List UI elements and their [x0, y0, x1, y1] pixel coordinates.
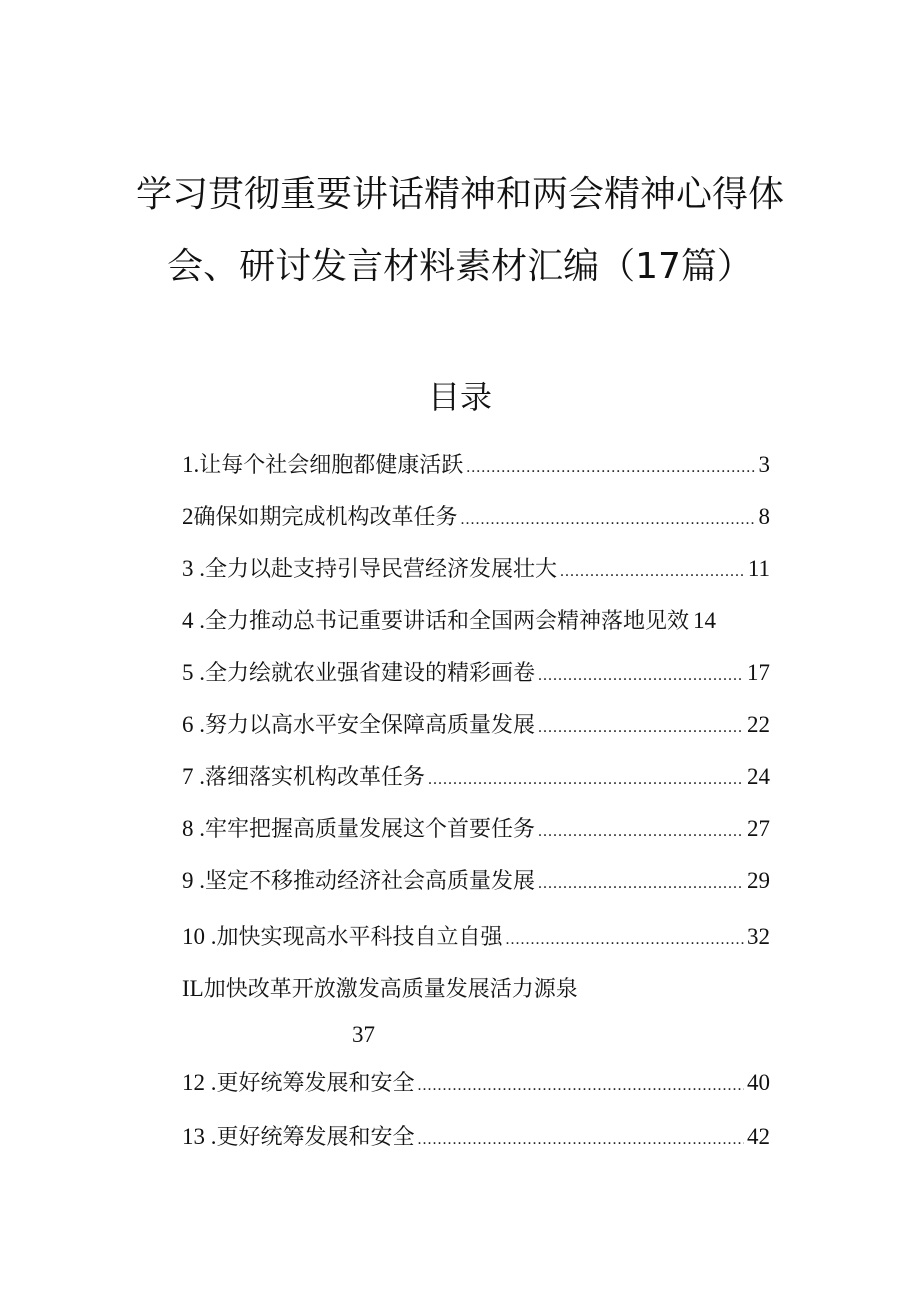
toc-entry-page: 32	[747, 924, 770, 949]
toc-leader-dots	[560, 563, 745, 581]
toc-entry[interactable]	[182, 760, 770, 794]
toc-entry-page: 3	[758, 452, 770, 477]
toc-leader-dots	[538, 875, 744, 893]
toc-leader-dots	[418, 1077, 744, 1095]
toc-entry-page: 22	[747, 712, 770, 737]
toc-entry-title: 牢牢把握高质量发展这个首要任务	[205, 817, 536, 842]
toc-leader-dots	[466, 459, 755, 477]
toc-entry-number: 12 .	[182, 1070, 217, 1095]
toc-entry-title: 落细落实机构改革任务	[205, 765, 426, 790]
toc-heading: 目录	[427, 378, 492, 416]
toc-entry-number: 13 .	[182, 1124, 217, 1149]
toc-entry[interactable]	[182, 448, 770, 482]
toc-entry-page: 29	[747, 868, 770, 893]
toc-entry-page: 24	[747, 764, 770, 789]
toc-entry[interactable]	[182, 656, 770, 690]
toc-leader-dots	[418, 1131, 744, 1149]
toc-entry-number: 10 .	[182, 924, 217, 949]
toc-entry-page: 27	[747, 816, 770, 841]
toc-entry-number: 3 .	[182, 556, 205, 581]
toc-entry-title: 努力以高水平安全保障高质量发展	[205, 713, 536, 738]
toc-entry-title: 加快改革开放激发高质量发展活力源泉	[203, 977, 578, 1002]
toc-entry-title: 确保如期完成机构改革任务	[193, 505, 458, 530]
toc-leader-dots	[538, 823, 744, 841]
toc-entry-number: 2	[182, 504, 194, 529]
toc-entry-number: 5 .	[182, 660, 205, 685]
toc-entry-number: 6 .	[182, 712, 205, 737]
toc-leader-dots	[538, 667, 744, 685]
toc-entry-number: 9 .	[182, 868, 205, 893]
toc-entry-title: 全力以赴支持引导民营经济发展壮大	[205, 557, 558, 582]
toc-entry[interactable]	[182, 552, 770, 586]
toc-entry-title: 更好统筹发展和安全	[216, 1071, 415, 1096]
toc-leader-dots	[506, 931, 744, 949]
toc-entry[interactable]	[182, 920, 770, 954]
toc-entry-number: 4 .	[182, 608, 205, 633]
toc-entry-page: 37	[352, 1022, 375, 1047]
toc-entry-page: 40	[747, 1070, 770, 1095]
toc-entry-title: 全力推动总书记重要讲话和全国两会精神落地见效	[205, 609, 690, 634]
toc-entry[interactable]	[182, 972, 770, 1006]
toc-entry[interactable]	[182, 604, 770, 638]
toc-leader-dots	[428, 771, 744, 789]
toc-entry-page: 17	[747, 660, 770, 685]
toc-entry-page: 14	[693, 608, 717, 633]
toc-entry[interactable]	[182, 812, 770, 846]
document-title-line-2: 会、研讨发言材料素材汇编（17篇）	[167, 246, 753, 287]
toc-entry-page: 42	[747, 1124, 770, 1149]
toc-entry-title: 坚定不移推动经济社会高质量发展	[205, 869, 536, 894]
toc-entry-number: 8 .	[182, 816, 205, 841]
toc-leader-dots	[461, 511, 756, 529]
toc-entry-number: 1.	[182, 452, 200, 477]
toc-entry-page: 8	[758, 504, 770, 529]
toc-entry[interactable]	[182, 1120, 770, 1154]
toc-entry-title: 加快实现高水平科技自立自强	[216, 925, 503, 950]
toc-entry[interactable]	[182, 864, 770, 898]
toc-entry[interactable]	[182, 1066, 770, 1100]
toc-entry[interactable]	[182, 708, 770, 742]
toc-entry[interactable]	[182, 500, 770, 534]
toc-entry-number: 7 .	[182, 764, 205, 789]
toc-leader-dots	[538, 719, 744, 737]
toc-entry-title: 全力绘就农业强省建设的精彩画卷	[205, 661, 536, 686]
toc-entry-title: 让每个社会细胞都健康活跃	[199, 453, 464, 478]
document-title-line-1: 学习贯彻重要讲话精神和两会精神心得体	[135, 174, 784, 215]
toc-entry-title: 更好统筹发展和安全	[216, 1125, 415, 1150]
toc-entry-number: IL	[182, 976, 204, 1001]
toc-entry-page: 11	[747, 556, 770, 581]
